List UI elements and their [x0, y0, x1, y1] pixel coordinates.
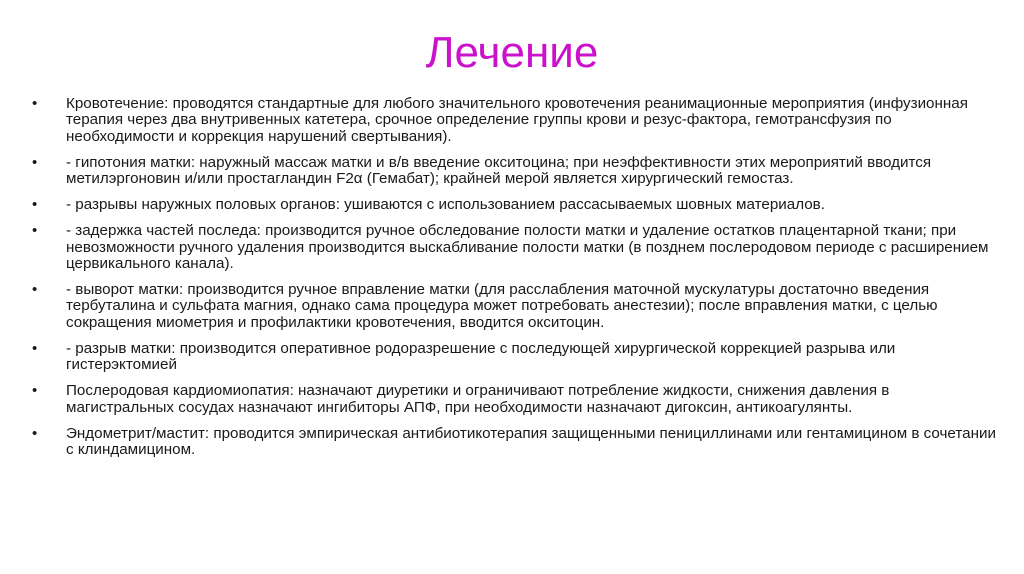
bullet-text: - задержка частей последа: производится ручное обследование полости матки и удаление остатков плацентарной ткани; при невозможности ручного удаления производится выскабливание полости матки (в позднем послеродовом периоде с расширением цервикального канала).	[66, 222, 989, 273]
bullet-text: - разрыв матки: производится оперативное родоразрешение с последующей хирургической коррекцией разрыва или гистерэктомией	[66, 339, 896, 374]
bullet-dot-icon: •	[32, 382, 38, 400]
bullet-item-retained-placenta	[32, 223, 997, 272]
bullet-text: - разрывы наружных половых органов: ушиваются с использованием рассасываемых шовных материалов.	[66, 196, 825, 214]
bullet-dot-icon: •	[32, 222, 38, 240]
bullet-item-endometritis	[32, 426, 997, 459]
bullet-item-cardiomyopathy	[32, 383, 997, 416]
bullet-text: - выворот матки: производится ручное вправление матки (для расслабления маточной мускулатуры достаточно введения тербуталина и сульфата магния, однако сама процедура может потребовать анестезии); после вправления матки, с целью сокращения миометрия и профилактики кровотечения, вводится окситоцин.	[66, 281, 938, 331]
bullet-dot-icon: •	[32, 339, 38, 357]
bullet-dot-icon: •	[32, 95, 38, 112]
bullet-item-uterine-atony	[32, 155, 997, 188]
bullet-text: Кровотечение: проводятся стандартные для любого значительного кровотечения реанимационные мероприятия (инфузионная терапия через два внутривенных катетера, срочное определение группы крови и резус-фактора, гемотрансфузия по необходимости и коррекция нарушений свертывания).	[66, 95, 968, 145]
bullet-item-external-tears	[32, 197, 997, 213]
bullet-item-bleeding	[32, 96, 997, 145]
bullet-dot-icon: •	[32, 196, 38, 214]
slide-title: Лечение	[425, 28, 599, 77]
bullet-list	[32, 96, 997, 468]
bullet-dot-icon: •	[32, 153, 38, 171]
bullet-dot-icon: •	[32, 281, 38, 299]
bullet-item-uterine-rupture	[32, 341, 997, 374]
bullet-item-uterine-inversion	[32, 282, 997, 331]
bullet-dot-icon: •	[32, 424, 38, 442]
bullet-text: Эндометрит/мастит: проводится эмпирическая антибиотикотерапия защищенными пенициллинами или гентамицином в сочетании с клиндамицином.	[66, 424, 996, 459]
bullet-text: Послеродовая кардиомиопатия: назначают диуретики и ограничивают потребление жидкости, снижения давления в магистральных сосудах назначают ингибиторы АПФ, при необходимости назначают дигоксин, антикоагулянты.	[66, 382, 890, 416]
bullet-text: - гипотония матки: наружный массаж матки и в/в введение окситоцина; при неэффективности этих мероприятий вводится метилэргоновин и/или простагландин F2α (Гемабат); крайней мерой является хирургический гемостаз.	[66, 153, 932, 188]
